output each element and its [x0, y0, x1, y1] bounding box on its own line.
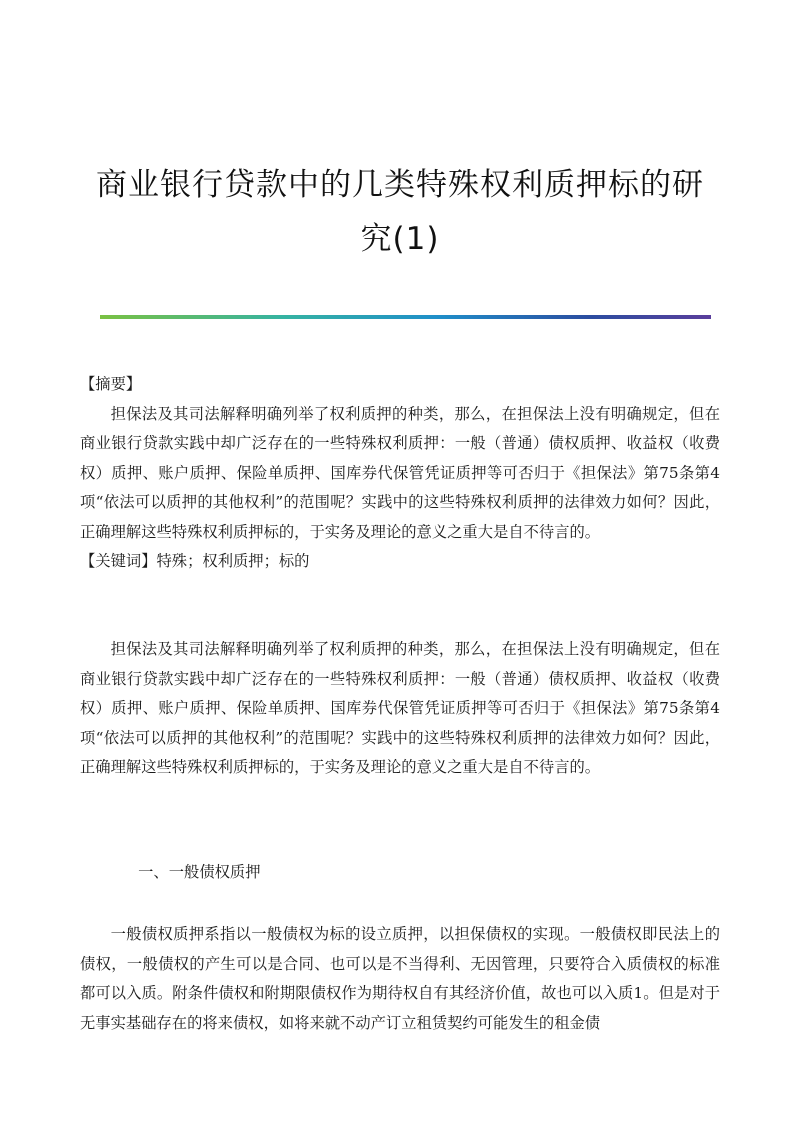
section1-paragraph: 一般债权质押系指以一般债权为标的设立质押，以担保债权的实现。一般债权即民法上的债权，一般债权的产生可以是合同、也可以是不当得利、无因管理，只要符合入质债权的标准都可以入质。附条件债权和附期限债权作为期待权自有其经济价值，故也可以入质1。但是对于无事实基础存在的将来债权，如将来就不动产订立租赁契约可能发生的租金债 [80, 925, 720, 1032]
keywords-line [80, 547, 720, 577]
document-title: 商业银行贷款中的几类特殊权利质押标的研究(1) [96, 167, 704, 257]
keywords-text: 特殊；权利质押；标的 [156, 552, 310, 570]
abstract-text: 担保法及其司法解释明确列举了权利质押的种类，那么，在担保法上没有明确规定，但在商业银行贷款实践中却广泛存在的一些特殊权利质押：一般（普通）债权质押、收益权（收费权）质押、账户质押、保险单质押、国库券代保管凭证质押等可否归于《担保法》第75条第4项“依法可以质押的其他权利”的范围呢？实践中的这些特殊权利质押的法律效力如何？因此，正确理解这些特殊权利质押标的，于实务及理论的意义之重大是自不待言的。 [80, 404, 720, 541]
intro-paragraph: 担保法及其司法解释明确列举了权利质押的种类，那么，在担保法上没有明确规定，但在商业银行贷款实践中却广泛存在的一些特殊权利质押：一般（普通）债权质押、收益权（收费权）质押、账户质押、保险单质押、国库券代保管凭证质押等可否归于《担保法》第75条第4项“依法可以质押的其他权利”的范围呢？实践中的这些特殊权利质押的法律效力如何？因此，正确理解这些特殊权利质押标的，于实务及理论的意义之重大是自不待言的。 [80, 640, 720, 776]
section-heading: 一、一般债权质押 [138, 863, 261, 881]
intro-section [80, 635, 720, 783]
section1-body [80, 920, 720, 1038]
keywords-label: 【关键词】 [80, 552, 157, 570]
title-divider [100, 315, 711, 319]
abstract-section [80, 370, 720, 577]
abstract-label: 【摘要】 [80, 375, 142, 393]
